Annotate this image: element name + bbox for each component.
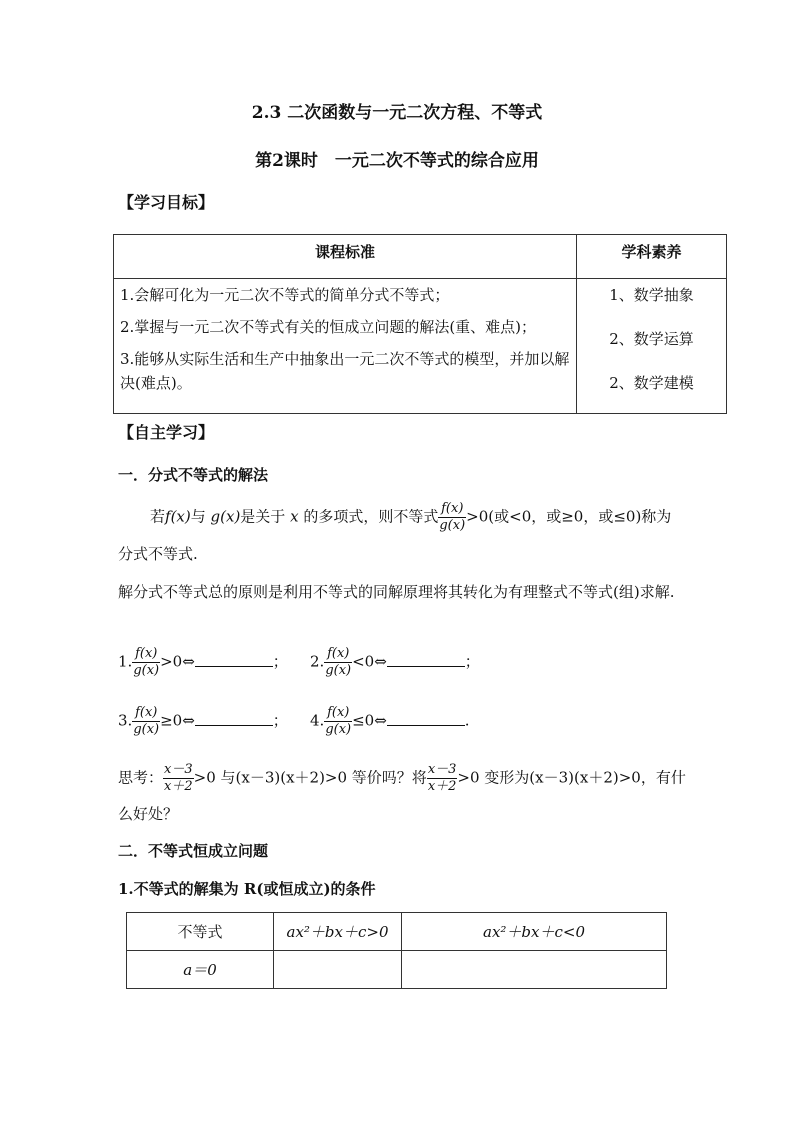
- standard-item: 2.掌握与一元二次不等式有关的恒成立问题的解法(重、难点)；: [120, 318, 537, 336]
- item-3: 3. $\frac{f(x)}{g(x)}$ ≥0⇔ ；: [118, 705, 288, 737]
- goals-table: [113, 234, 727, 414]
- paragraph-definition: 若f(x)与 g(x)是关于 x 的多项式，则不等式 $\frac{f(x)}{g(x)}$ >0(或<0，或≥0，或≤0)称为: [150, 501, 672, 533]
- answer-blank-2[interactable]: [387, 652, 465, 667]
- item-2: 2. $\frac{f(x)}{g(x)}$ <0⇔ ；: [310, 646, 480, 678]
- cond-cell-negative[interactable]: [402, 951, 667, 989]
- goals-standards-cell: [114, 279, 577, 414]
- answer-blank-3[interactable]: [195, 711, 273, 726]
- literacy-item: 2、数学运算: [609, 330, 694, 348]
- standard-item: 3.能够从实际生活和生产中抽象出一元二次不等式的模型，并加以解决(难点)。: [120, 350, 570, 392]
- heading-fraction-inequality: 一．分式不等式的解法: [118, 466, 269, 484]
- literacy-item: 2、数学建模: [609, 374, 694, 392]
- document-title: 2.3 二次函数与一元二次方程、不等式: [251, 103, 543, 123]
- think-question-cont: 么好处？: [118, 805, 179, 823]
- cond-header-inequality: 不等式: [127, 913, 274, 951]
- section-goals-heading: 【学习目标】: [118, 193, 215, 212]
- answer-blank-1[interactable]: [195, 652, 273, 667]
- lesson-subtitle: 第2课时 一元二次不等式的综合应用: [255, 151, 539, 171]
- paragraph-definition-cont: 分式不等式.: [118, 545, 198, 563]
- cond-header-positive: ax²＋bx＋c>0: [274, 913, 402, 951]
- heading-condition: 1.不等式的解集为 R(或恒成立)的条件: [118, 880, 376, 898]
- literacy-item: 1、数学抽象: [609, 286, 694, 304]
- goals-literacy-cell: [577, 279, 727, 414]
- item-4: 4. $\frac{f(x)}{g(x)}$ ≤0⇔ .: [310, 705, 470, 737]
- cond-cell-positive[interactable]: [274, 951, 402, 989]
- paragraph-principle: 解分式不等式总的原则是利用不等式的同解原理将其转化为有理整式不等式(组)求解.: [118, 583, 675, 601]
- goals-header-standard: 课程标准: [114, 235, 577, 279]
- section-self-study-heading: 【自主学习】: [118, 423, 215, 442]
- cond-row-a-zero: a＝0: [127, 951, 274, 989]
- item-1: 1. $\frac{f(x)}{g(x)}$ >0⇔ ；: [118, 646, 288, 678]
- condition-table: [126, 912, 667, 989]
- fraction-fx-gx: $\frac{f(x)}{g(x)}$: [439, 501, 466, 533]
- answer-blank-4[interactable]: [387, 711, 465, 726]
- think-question: 思考： $\frac{x-3}{x+2}$ >0 与(x－3)(x＋2)>0 等价吗？将 $\frac{x-3}{x+2}$ >0 变形为(x－3)(x＋2)>0，有什: [118, 762, 686, 794]
- cond-header-negative: ax²＋bx＋c<0: [402, 913, 667, 951]
- standard-item: 1.会解可化为一元二次不等式的简单分式不等式；: [120, 286, 450, 304]
- goals-header-literacy: 学科素养: [577, 235, 727, 279]
- heading-always-true: 二．不等式恒成立问题: [118, 842, 269, 860]
